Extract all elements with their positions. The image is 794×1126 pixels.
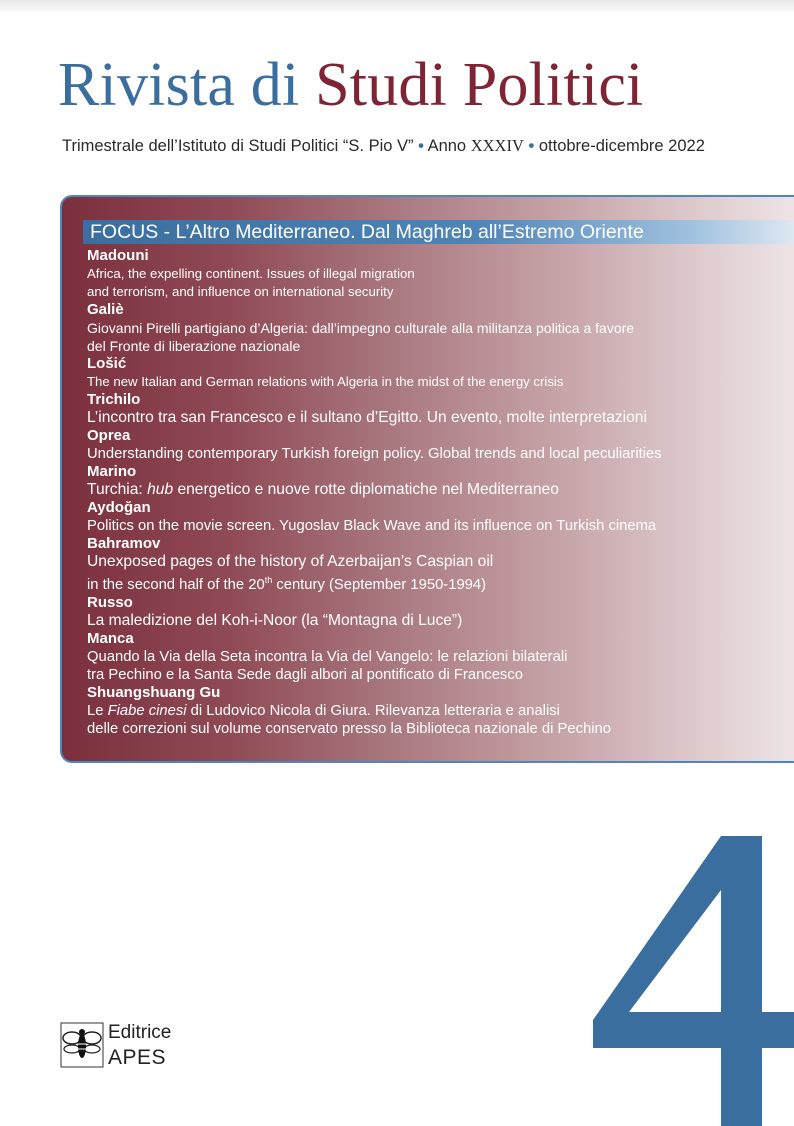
toc-text: century (September 1950-1994) bbox=[272, 576, 487, 593]
issue-year bbox=[719, 880, 760, 950]
toc-entry-manca bbox=[87, 630, 787, 684]
issue-number bbox=[585, 828, 794, 1126]
toc-text: di Ludovico Nicola di Giura. Rilevanza letteraria e analisi bbox=[186, 702, 560, 719]
issue-year-text: 2022 bbox=[719, 890, 743, 938]
toc-title-line: L’incontro tra san Francesco e il sultano d’Egitto. Un evento, molte interpretazioni bbox=[87, 409, 647, 426]
toc-text-italic: hub bbox=[147, 481, 174, 498]
toc-author: Madouni bbox=[87, 247, 149, 264]
toc-author: Marino bbox=[87, 463, 137, 480]
toc-title-line: La maledizione del Koh-i-Noor (la “Montagna di Luce”) bbox=[87, 611, 463, 629]
toc-author: Lošić bbox=[87, 355, 127, 372]
toc-title-line: Understanding contemporary Turkish foreign policy. Global trends and local peculiarities bbox=[87, 446, 662, 462]
toc-title-line: Politics on the movie screen. Yugoslav Black Wave and its influence on Turkish cinema bbox=[87, 518, 657, 534]
toc-title-line: The new Italian and German relations with Algeria in the midst of the energy crisis bbox=[87, 374, 564, 389]
issue-number-4-shape bbox=[593, 836, 794, 1126]
toc-title-line: and terrorism, and influence on international security bbox=[87, 284, 394, 299]
toc-entry-aydogan bbox=[87, 499, 787, 535]
toc-text: energetico e nuove rotte diplomatiche nel Mediterraneo bbox=[173, 481, 559, 498]
toc-text-italic: Fiabe cinesi bbox=[107, 702, 187, 719]
subtitle-institute: Trimestrale dell’Istituto di Studi Politici “S. Pio V” bbox=[62, 137, 414, 155]
toc-entry-bahramov bbox=[87, 535, 787, 594]
toc-entry-losic bbox=[87, 355, 787, 391]
toc-superscript: th bbox=[264, 575, 273, 585]
toc-title-line: Quando la Via della Seta incontra la Via del Vangelo: le relazioni bilaterali bbox=[87, 648, 568, 665]
toc-title-line: Unexposed pages of the history of Azerbaijan’s Caspian oil bbox=[87, 553, 494, 570]
toc-entry-russo bbox=[87, 594, 787, 630]
issue-number-label: 4 bbox=[735, 958, 736, 959]
toc-author: Aydoğan bbox=[87, 499, 151, 516]
toc-author: Russo bbox=[87, 593, 133, 611]
page-top-shadow bbox=[0, 0, 794, 14]
toc-author: Trichilo bbox=[87, 391, 141, 408]
toc-text: in the second half of the 20 bbox=[87, 576, 265, 593]
toc-title-line: del Fronte di liberazione nazionale bbox=[87, 338, 301, 354]
subtitle-date: ottobre-dicembre 2022 bbox=[538, 137, 705, 155]
title-part-politici: Politici bbox=[462, 51, 644, 119]
toc-author: Shuangshuang Gu bbox=[87, 683, 221, 701]
toc-title-line: Africa, the expelling continent. Issues of illegal migration bbox=[87, 266, 415, 281]
toc-entry-oprea bbox=[87, 427, 787, 463]
toc-text: Le bbox=[87, 702, 108, 719]
toc-author: Oprea bbox=[87, 427, 131, 444]
toc-title-line: delle correzioni sul volume conservato presso la Biblioteca nazionale di Pechino bbox=[87, 720, 611, 737]
toc-title-line bbox=[87, 481, 787, 499]
focus-heading: FOCUS - L’Altro Mediterraneo. Dal Maghreb all’Estremo Oriente bbox=[90, 221, 644, 243]
toc-author: Galiè bbox=[87, 301, 124, 318]
toc-entry-galie bbox=[87, 301, 787, 355]
toc-text: Turchia: bbox=[87, 481, 148, 498]
toc-entry-marino bbox=[87, 463, 787, 499]
journal-subtitle bbox=[62, 136, 762, 156]
toc-entry-madouni bbox=[87, 247, 787, 301]
journal-title bbox=[58, 48, 758, 122]
publisher-name-line1: Editrice bbox=[108, 1022, 172, 1043]
subtitle-anno: Anno bbox=[427, 137, 467, 155]
toc-author: Manca bbox=[87, 629, 134, 647]
subtitle-bullet-2: • bbox=[528, 137, 535, 155]
bee-logo-icon bbox=[60, 1022, 104, 1068]
toc-title-line bbox=[87, 571, 787, 594]
toc-author: Bahramov bbox=[87, 535, 161, 552]
subtitle-bullet: • bbox=[418, 137, 424, 155]
publisher-name-line2: APES bbox=[108, 1046, 167, 1069]
toc-title-line: tra Pechino e la Santa Sede dagli albori al pontificato di Francesco bbox=[87, 666, 523, 683]
toc-entry-gu bbox=[87, 684, 787, 738]
toc-entry-trichilo bbox=[87, 391, 787, 427]
table-of-contents bbox=[87, 247, 787, 738]
title-part-rivista: Rivista di bbox=[58, 51, 316, 119]
toc-title-line bbox=[87, 702, 787, 720]
subtitle-volume: XXXIV bbox=[470, 136, 524, 155]
title-part-studi: Studi bbox=[315, 51, 463, 119]
toc-title-line: Giovanni Pirelli partigiano d’Algeria: dall’impegno culturale alla militanza politica a favore bbox=[87, 320, 635, 336]
